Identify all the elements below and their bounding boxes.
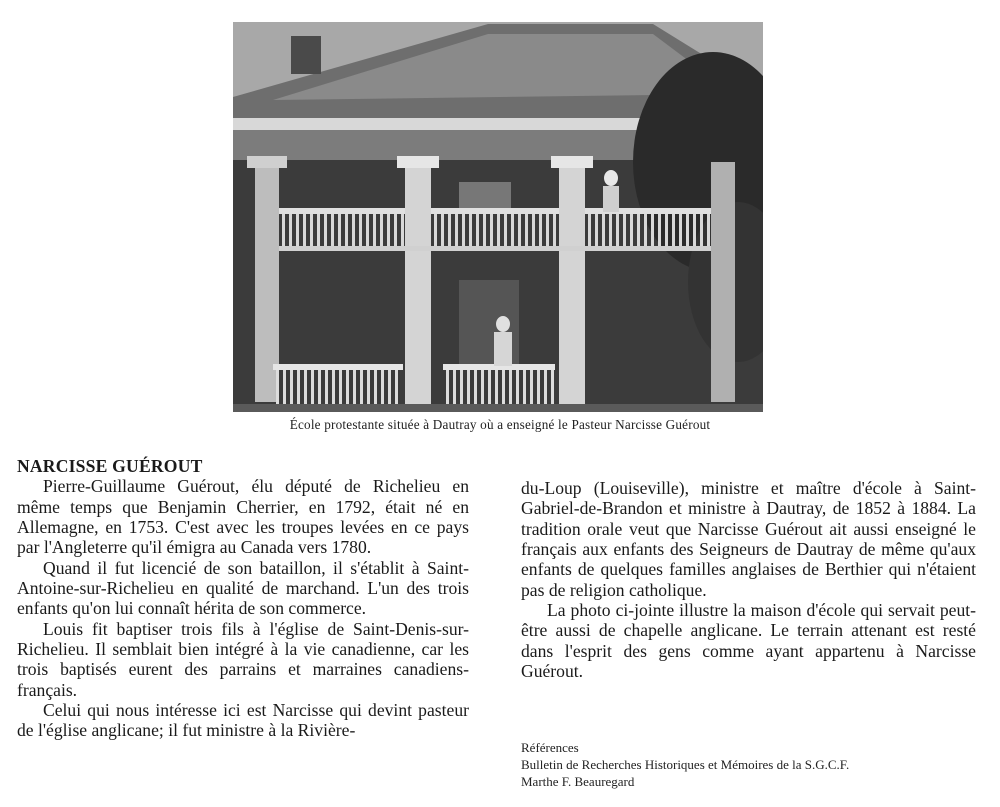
- paragraph: Louis fit baptiser trois fils à l'église de Saint-Denis-sur-Richelieu. Il semblait bien intégré à la vie canadienne, car les trois baptisés eurent des parrains et marraines canadiens-français.: [17, 618, 469, 700]
- references-heading: Références: [521, 740, 579, 755]
- article-left-column: [17, 456, 469, 741]
- references: [521, 739, 981, 790]
- paragraph: du-Loup (Louiseville), ministre et maître d'école à Saint-Gabriel-de-Brandon et ministre à Dautray, de 1852 à 1884. La tradition orale veut que Narcisse Guérout ait aussi enseigné le français aux enfants des Seigneurs de Dautray de même qu'aux enfants de quelques familles anglaises de Berthier qui n'étaient pas de religion catholique.: [521, 478, 976, 600]
- photo-caption: École protestante située à Dautray où a enseigné le Pasteur Narcisse Guérout: [289, 417, 711, 432]
- paragraph: Pierre-Guillaume Guérout, élu député de Richelieu en même temps que Benjamin Cherrier, en 1792, était né en Allemagne, en 1753. C'est avec les troupes levées en ce pays par l'Angleterre qu'il émigra au Canada vers 1780.: [17, 476, 469, 558]
- article-right-column: [521, 478, 976, 681]
- article-title: NARCISSE GUÉROUT: [17, 456, 203, 476]
- paragraph: La photo ci-jointe illustre la maison d'école qui servait peut-être aussi de chapelle anglicane. Le terrain attenant est resté dans l'esprit des gens comme ayant appartenu à Narcisse Guérout.: [521, 600, 976, 682]
- references-source: Bulletin de Recherches Historiques et Mémoires de la S.G.C.F.: [521, 757, 850, 772]
- paragraph: Quand il fut licencié de son bataillon, il s'établit à Saint-Antoine-sur-Richelieu en qualité de marchand. L'un des trois enfants qu'on lui connaît hérita de son commerce.: [17, 557, 469, 619]
- references-author: Marthe F. Beauregard: [521, 774, 635, 789]
- paragraph: Celui qui nous intéresse ici est Narcisse qui devint pasteur de l'église anglicane; il fut ministre à la Rivière-: [17, 700, 469, 741]
- school-photo: [233, 22, 763, 412]
